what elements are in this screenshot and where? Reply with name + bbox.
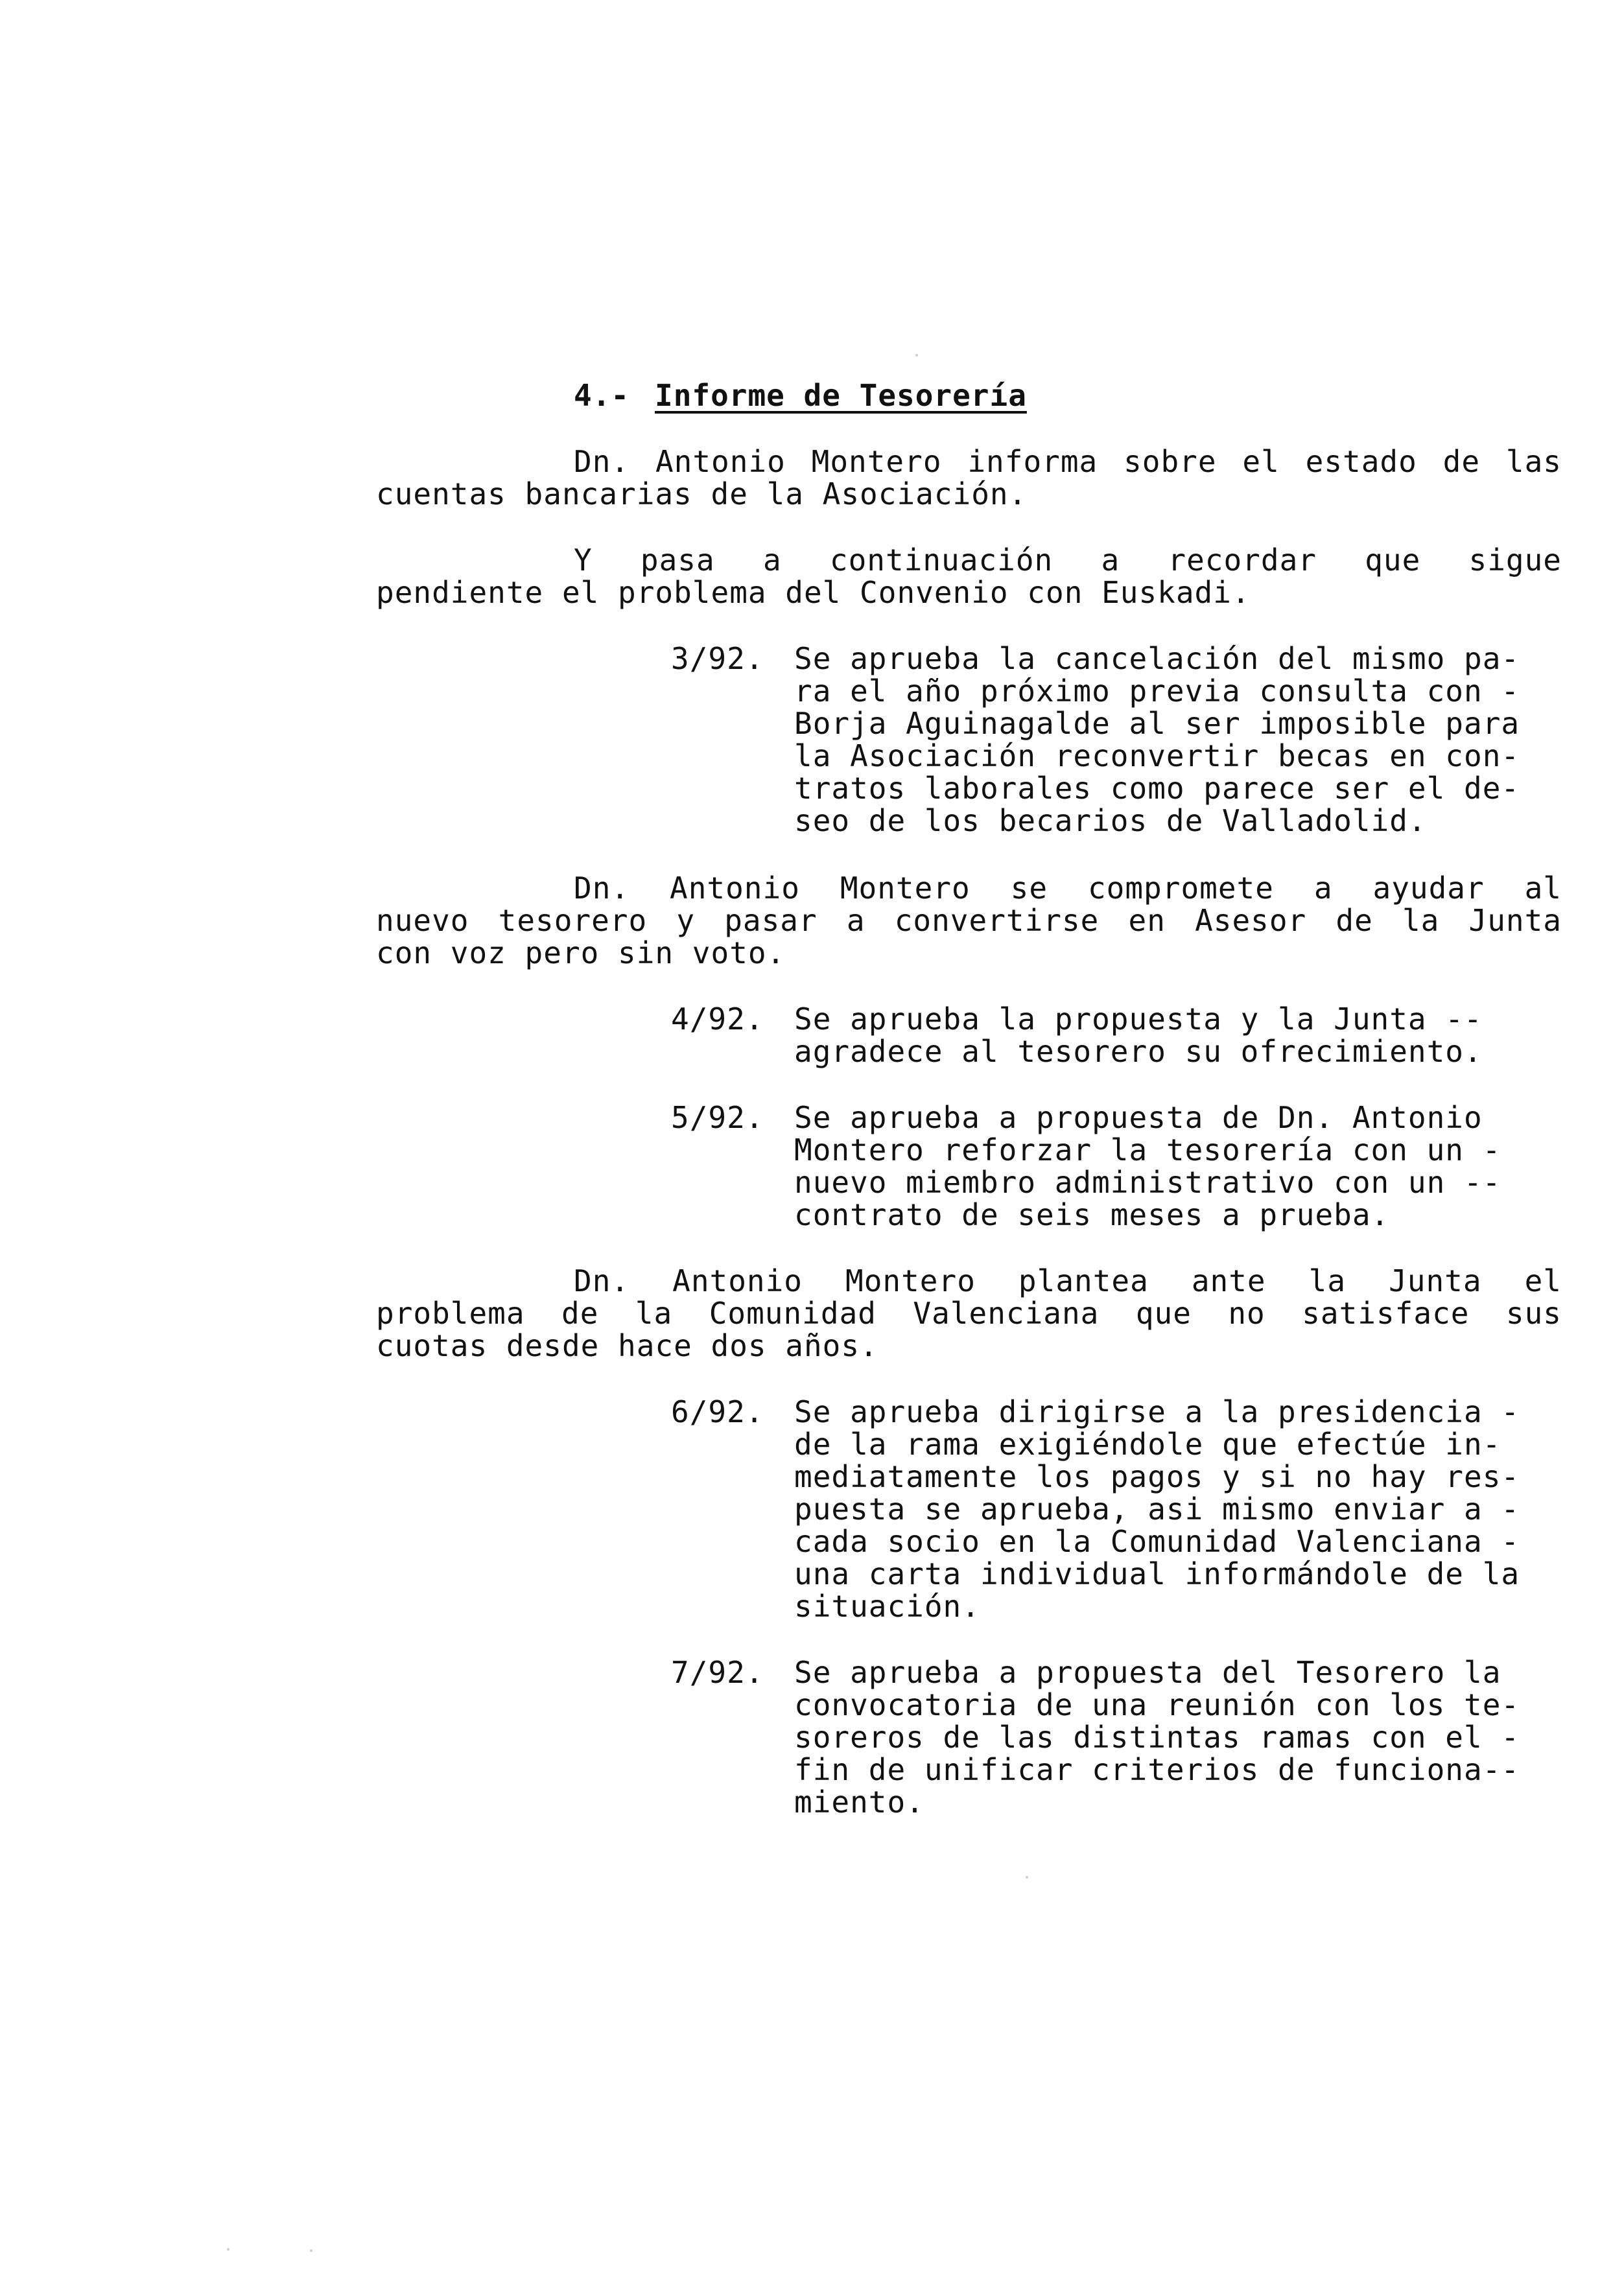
resolution-number: 6/92. [671,1394,764,1429]
resolution-line: Se aprueba la cancelación del mismo pa- [794,641,1520,676]
paragraph-line: Dn. Antonio Montero informa sobre el estado de las [574,444,1562,479]
resolution-line: fin de unificar criterios de funciona-- [794,1752,1520,1787]
resolution-line: mediatamente los pagos y si no hay res- [794,1459,1520,1494]
resolution-number: 4/92. [671,1002,764,1037]
paragraph-line: Y pasa a continuación a recordar que sigue [574,543,1562,578]
scan-speck [915,354,918,357]
resolution-line: convocatoria de una reunión con los te- [794,1687,1520,1722]
paragraph-line: nuevo tesorero y pasar a convertirse en Asesor de la Junta [376,903,1562,938]
resolution-line: de la rama exigiéndole que efectúe in- [794,1427,1501,1462]
paragraph-line: problema de la Comunidad Valenciana que no satisface sus [376,1296,1562,1331]
resolution-line: cada socio en la Comunidad Valenciana - [794,1524,1520,1559]
resolution-line: soreros de las distintas ramas con el - [794,1720,1520,1755]
resolution-line: Se aprueba dirigirse a la presidencia - [794,1394,1520,1429]
resolution-line: Se aprueba a propuesta de Dn. Antonio [794,1100,1483,1135]
resolution-line: ra el año próximo previa consulta con - [794,674,1520,709]
resolution-number: 7/92. [671,1655,764,1690]
paragraph-line: cuotas desde hace dos años. [376,1328,878,1363]
paragraph-line: con voz pero sin voto. [376,935,786,970]
resolution-line: una carta individual informándole de la [794,1556,1520,1591]
section-number: 4.- [574,378,630,413]
resolution-line: Se aprueba a propuesta del Tesorero la [794,1655,1501,1690]
resolution-line: puesta se aprueba, asi mismo enviar a - [794,1492,1520,1527]
paragraph-line: Dn. Antonio Montero plantea ante la Junta el [574,1263,1562,1298]
resolution-line: agradece al tesorero su ofrecimiento. [794,1034,1483,1069]
paragraph-line: Dn. Antonio Montero se compromete a ayudar al [574,871,1562,906]
resolution-line: nuevo miembro administrativo con un -- [794,1165,1501,1200]
resolution-line: miento. [794,1785,924,1820]
resolution-line: situación. [794,1589,980,1624]
scan-speck [227,2248,229,2251]
paragraph-line: pendiente el problema del Convenio con Euskadi. [376,575,1251,610]
scan-speck [310,2249,312,2252]
resolution-line: contrato de seis meses a prueba. [794,1197,1390,1232]
paragraph-line: cuentas bancarias de la Asociación. [376,476,1028,511]
resolution-line: Montero reforzar la tesorería con un - [794,1132,1501,1167]
section-title: Informe de Tesorería [655,378,1027,413]
resolution-line: Borja Aguinagalde al ser imposible para [794,706,1520,741]
resolution-number: 3/92. [671,641,764,676]
resolution-line: seo de los becarios de Valladolid. [794,803,1427,838]
resolution-line: tratos laborales como parece ser el de- [794,771,1520,806]
resolution-number: 5/92. [671,1100,764,1135]
resolution-line: Se aprueba la propuesta y la Junta -- [794,1002,1483,1037]
resolution-line: la Asociación reconvertir becas en con- [794,738,1520,773]
scan-speck [1026,1876,1028,1879]
